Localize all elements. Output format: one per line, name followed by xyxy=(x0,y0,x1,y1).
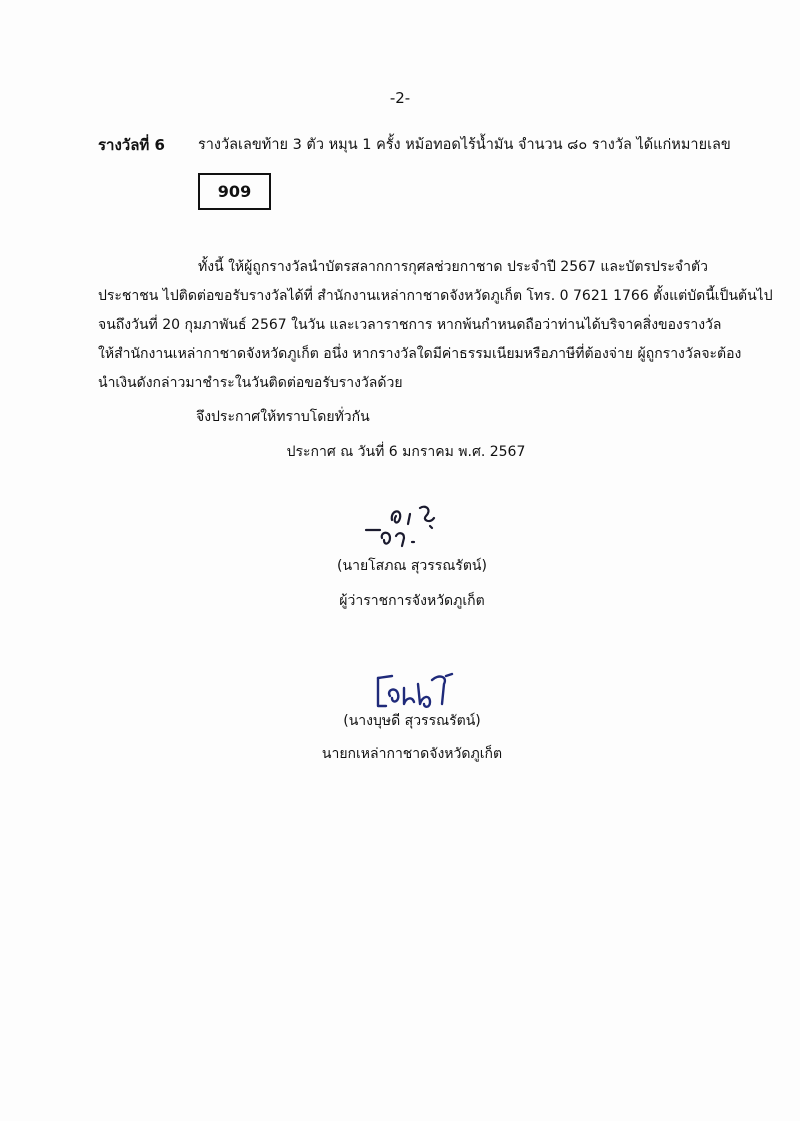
paragraph-line: ทั้งนี้ ให้ผู้ถูกรางวัลนำบัตรสลากการกุศลช่วยกาชาด ประจำปี 2567 และบัตรประจำตัว xyxy=(198,259,708,275)
signatory-title: ผู้ว่าราชการจังหวัดภูเก็ต xyxy=(339,593,485,609)
paragraph-line: ประชาชน ไปติดต่อขอรับรางวัลได้ที่ สำนักงานเหล่ากาชาดจังหวัดภูเก็ต โทร. 0 7621 1766 ตั้งแต่บัดนี้เป็นต้นไป xyxy=(98,288,773,304)
prize-description: รางวัลเลขท้าย 3 ตัว หมุน 1 ครั้ง หม้อทอดไร้น้ำมัน จำนวน ๘๐ รางวัล ได้แก่หมายเลข xyxy=(198,137,731,153)
prize-label: รางวัลที่ 6 xyxy=(98,136,165,154)
announcement-date: ประกาศ ณ วันที่ 6 มกราคม พ.ศ. 2567 xyxy=(286,444,526,460)
signatory-name: (นางบุษดี สุวรรณรัตน์) xyxy=(343,713,481,729)
page-number: -2- xyxy=(389,89,411,107)
red-cross-chair-signature xyxy=(372,670,462,714)
signatory-title: นายกเหล่ากาชาดจังหวัดภูเก็ต xyxy=(321,746,503,762)
announcement-text: จึงประกาศให้ทราบโดยทั่วกัน xyxy=(196,409,370,425)
winning-number-box: 909 xyxy=(198,173,271,210)
paragraph-line: นำเงินดังกล่าวมาชำระในวันติดต่อขอรับรางวัลด้วย xyxy=(98,375,403,391)
signatory-name: (นายโสภณ สุวรรณรัตน์) xyxy=(337,558,487,574)
governor-signature xyxy=(360,500,470,552)
paragraph-line: จนถึงวันที่ 20 กุมภาพันธ์ 2567 ในวัน และเวลาราชการ หากพ้นกำหนดถือว่าท่านได้บริจาคสิ่งของรางวัล xyxy=(98,317,722,333)
paragraph-line: ให้สำนักงานเหล่ากาชาดจังหวัดภูเก็ต อนึ่ง หากรางวัลใดมีค่าธรรมเนียมหรือภาษีที่ต้องจ่าย ผู้ถูกรางวัลจะต้อง xyxy=(98,346,742,362)
prize-heading xyxy=(98,134,738,156)
